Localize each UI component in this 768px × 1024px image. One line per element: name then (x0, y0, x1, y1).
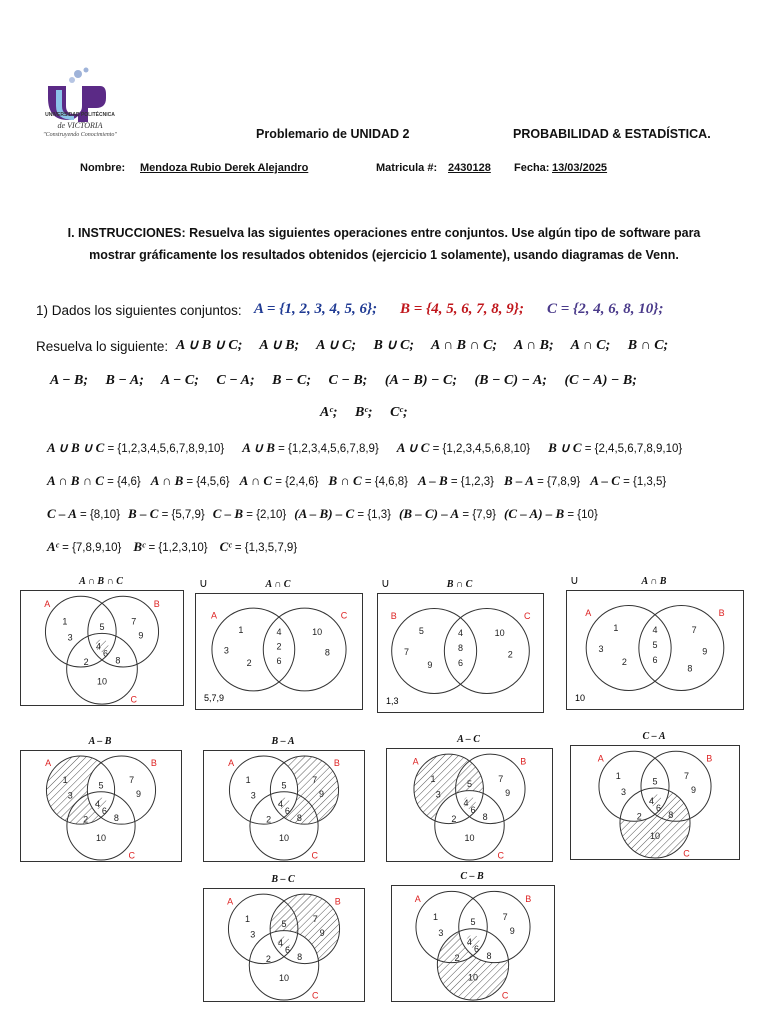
result-item (399, 506, 496, 521)
label-b: B (150, 758, 157, 769)
result-operation: C – A (47, 506, 77, 521)
operations-row-1: A ∪ B ∪ C; A ∪ B; A ∪ C; B ∪ C; A ∩ B ∩ C; A ∩ B; A ∩ C; B ∩ C; (176, 338, 669, 353)
element-7: 7 (498, 773, 504, 784)
element-7: 7 (404, 647, 410, 658)
result-operation: C – B (212, 506, 244, 521)
element-1: 1 (238, 624, 244, 635)
element-4: 4 (95, 799, 101, 810)
result-value: = {4,6,8} (361, 476, 409, 488)
element-10: 10 (649, 830, 661, 841)
element-10: 10 (467, 972, 479, 983)
venn-diagram (386, 748, 553, 862)
result-operation: A ∪ B ∪ C (47, 440, 105, 455)
result-value: = {7,9} (459, 509, 496, 521)
element-5: 5 (470, 917, 476, 928)
element-10: 10 (278, 972, 290, 983)
result-value: = {1,3,5,7,9} (231, 542, 298, 554)
result-item (219, 539, 298, 554)
label-b: B (520, 756, 527, 767)
result-operation: Bᶜ (133, 539, 146, 554)
venn-diagram (20, 750, 182, 862)
venn-diagram (570, 745, 740, 860)
venn-svg (571, 746, 739, 859)
venn-svg (204, 889, 364, 1001)
result-item (590, 473, 667, 488)
result-value: = {1,2,3,4,5,6,7,8,9} (274, 443, 379, 455)
element-4: 4 (278, 938, 284, 949)
element-10: 10 (96, 676, 108, 687)
venn-diagram (391, 885, 555, 1002)
problem-intro: 1) Dados los siguientes conjuntos: (36, 303, 242, 318)
result-value: = {4,5,6} (183, 476, 230, 488)
instructions-line1: I. INSTRUCCIONES: Resuelva las siguientes operaciones entre conjuntos. Use algún tipo de software para (67, 226, 701, 240)
union-symbol: ∪ (199, 576, 208, 590)
element-1: 1 (430, 773, 436, 784)
label-b: B (333, 758, 340, 769)
label-a: A (412, 756, 419, 767)
result-item (239, 473, 319, 488)
venn-svg (387, 749, 552, 861)
element-6: 6 (276, 655, 282, 666)
element-6: 6 (474, 943, 480, 954)
element-6: 6 (457, 657, 464, 668)
element-2: 2 (454, 952, 460, 963)
diagram-title: B – C (271, 874, 295, 885)
result-line (47, 473, 666, 489)
element-8: 8 (687, 663, 693, 674)
university-logo (34, 66, 126, 146)
result-operation: A ∩ C (239, 473, 273, 488)
label-left: A (585, 608, 592, 619)
result-value: = {2,4,6} (272, 476, 319, 488)
resuelva-label: Resuelva lo siguiente: (36, 339, 169, 354)
label-a: A (45, 758, 52, 769)
label-c: C (501, 990, 509, 1001)
fecha-value: 13/03/2025 (552, 162, 608, 174)
element-3: 3 (223, 645, 229, 656)
element-10: 10 (278, 833, 290, 844)
result-item (504, 473, 581, 488)
result-operation: B – C (128, 506, 159, 521)
element-5: 5 (99, 621, 105, 632)
venn-diagram (203, 750, 365, 862)
label-b: B (706, 753, 713, 764)
operations-row-2: A − B; B − A; A − C; C − A; B − C; C − B; (A − B) − C; (B − C) − A; (C − A) − B; (50, 373, 637, 388)
result-operation: B ∪ C (548, 440, 582, 455)
element-8: 8 (668, 809, 674, 820)
element-1: 1 (245, 775, 251, 786)
result-operation: A – C (590, 473, 620, 488)
element-5: 5 (281, 780, 287, 791)
label-right: C (523, 611, 531, 622)
element-3: 3 (250, 790, 256, 801)
element-7: 7 (131, 616, 137, 627)
element-5: 5 (98, 780, 104, 791)
element-7: 7 (312, 913, 318, 924)
element-5: 5 (418, 626, 424, 637)
outside-elements: 5,7,9 (204, 693, 225, 703)
element-7: 7 (312, 775, 318, 786)
element-6: 6 (284, 805, 290, 816)
logo-line2: de VICTORIA (57, 121, 103, 130)
logo-line1: UNIVERSIDAD POLITÉCNICA (45, 112, 115, 118)
diagram-title: A – C (457, 734, 480, 745)
result-value: = {1,2,3,10} (145, 542, 208, 554)
element-10: 10 (312, 627, 323, 638)
element-9: 9 (319, 788, 325, 799)
result-value: = {2,4,5,6,7,8,9,10} (581, 443, 683, 455)
label-c: C (311, 850, 318, 861)
diagram-title: A ∩ B ∩ C (79, 576, 123, 587)
element-7: 7 (684, 771, 690, 782)
result-operation: B ∩ C (328, 473, 362, 488)
result-operation: A ∪ B (242, 440, 275, 455)
label-b: B (334, 896, 341, 907)
label-right: C (340, 610, 348, 621)
result-operation: B – A (504, 473, 534, 488)
diagram-title: C – A (642, 731, 666, 742)
element-2: 2 (83, 657, 89, 668)
element-4: 4 (463, 798, 469, 809)
element-8: 8 (486, 951, 492, 962)
venn-svg (204, 751, 364, 861)
element-10: 10 (464, 832, 475, 843)
venn-svg (567, 591, 743, 709)
result-item (242, 440, 379, 455)
venn-svg (196, 594, 362, 709)
result-item (47, 506, 121, 521)
element-5: 5 (652, 776, 658, 787)
result-operation: A ∩ B ∩ C (47, 473, 104, 488)
element-3: 3 (598, 644, 604, 655)
element-1: 1 (433, 911, 439, 922)
element-9: 9 (319, 927, 325, 938)
result-value: = {1,2,3} (447, 476, 495, 488)
element-5: 5 (281, 919, 287, 930)
element-7: 7 (691, 625, 697, 636)
element-1: 1 (613, 623, 619, 634)
element-5: 5 (652, 640, 658, 650)
result-value: = {7,8,9} (533, 476, 581, 488)
result-item (328, 473, 409, 488)
element-4: 4 (466, 936, 472, 947)
element-2: 2 (451, 813, 457, 824)
subject-title: PROBABILIDAD & ESTADÍSTICA. (513, 127, 711, 141)
element-4: 4 (457, 628, 464, 639)
element-8: 8 (113, 812, 119, 823)
result-operation: (A – B) – C (294, 506, 355, 521)
element-4: 4 (648, 795, 655, 806)
element-4: 4 (276, 627, 282, 638)
result-item (150, 473, 230, 488)
element-1: 1 (62, 616, 68, 627)
element-3: 3 (620, 786, 626, 797)
element-6: 6 (101, 805, 107, 816)
venn-svg (392, 886, 554, 1001)
result-operation: (B – C) – A (399, 506, 460, 521)
element-5: 5 (466, 779, 473, 790)
result-value: = {1,3,5} (619, 476, 667, 488)
element-3: 3 (250, 929, 256, 940)
element-2: 2 (246, 658, 252, 669)
instructions-line2: mostrar gráficamente los resultados obtenidos (ejercicio 1 solamente), usando diagramas de Venn. (89, 248, 679, 262)
element-7: 7 (502, 911, 508, 922)
result-value: = {8,10} (76, 509, 121, 521)
result-value: = {1,3} (354, 509, 392, 521)
element-1: 1 (615, 771, 621, 782)
element-10: 10 (494, 628, 505, 639)
label-c: C (497, 850, 504, 861)
element-9: 9 (691, 785, 697, 796)
result-operation: Aᶜ (47, 539, 59, 554)
label-a: A (414, 894, 421, 905)
result-operation: (C – A) – B (504, 506, 565, 521)
label-b: B (153, 598, 160, 609)
diagram-title: A ∩ B (641, 576, 667, 587)
venn-svg (21, 591, 183, 705)
result-operation: Cᶜ (219, 539, 232, 554)
venn-diagram (20, 590, 184, 706)
element-9: 9 (702, 646, 708, 657)
label-a: A (44, 598, 51, 609)
result-item (47, 539, 122, 554)
label-right: B (718, 608, 725, 619)
element-8: 8 (115, 655, 121, 666)
result-item (418, 473, 495, 488)
element-1: 1 (245, 913, 251, 924)
element-2: 2 (266, 814, 272, 825)
result-operation: A ∪ C (396, 440, 430, 455)
result-value: = {10} (564, 509, 598, 521)
element-6: 6 (652, 654, 658, 665)
union-symbol: ∪ (381, 576, 390, 590)
result-item (212, 506, 287, 521)
result-value: = {4,6} (103, 476, 141, 488)
element-2: 2 (507, 649, 513, 660)
set-b: B = {4, 5, 6, 7, 8, 9}; (400, 301, 524, 317)
result-line (47, 440, 682, 456)
result-item (396, 440, 531, 455)
element-6: 6 (655, 802, 662, 813)
label-c: C (311, 990, 319, 1001)
operations-row-3: Aᶜ; Bᶜ; Cᶜ; (320, 405, 408, 420)
result-item (504, 506, 598, 521)
diagram-title: B – A (271, 736, 295, 747)
element-1: 1 (62, 775, 68, 786)
result-value: = {7,8,9,10} (58, 542, 122, 554)
element-2: 2 (621, 656, 627, 667)
diagram-title: A ∩ C (265, 579, 291, 590)
element-8: 8 (324, 647, 330, 658)
element-8: 8 (296, 812, 302, 823)
diagram-title: B ∩ C (446, 579, 473, 590)
circle-b (88, 596, 159, 667)
venn-diagram (566, 590, 744, 710)
result-item (133, 539, 208, 554)
result-value: = {1,2,3,4,5,6,8,10} (429, 443, 531, 455)
matricula-value: 2430128 (448, 162, 491, 174)
nombre-label: Nombre: (80, 162, 126, 174)
result-value: = {2,10} (243, 509, 287, 521)
result-item (47, 440, 225, 455)
result-operation: A ∩ B (150, 473, 184, 488)
element-9: 9 (427, 659, 433, 670)
element-8: 8 (482, 812, 488, 823)
label-left: B (390, 611, 397, 622)
element-4: 4 (652, 625, 658, 636)
document-title: Problemario de UNIDAD 2 (256, 127, 410, 141)
label-a: A (227, 896, 234, 907)
element-4: 4 (278, 799, 284, 810)
element-10: 10 (95, 833, 107, 844)
result-item (548, 440, 683, 455)
result-item (294, 506, 392, 521)
union-symbol: ∪ (570, 573, 579, 587)
element-2: 2 (83, 814, 89, 825)
element-2: 2 (265, 953, 271, 964)
venn-svg (378, 594, 543, 712)
result-value: = {1,2,3,4,5,6,7,8,9,10} (104, 443, 225, 455)
fecha-label: Fecha: (514, 162, 550, 174)
element-9: 9 (509, 926, 515, 937)
element-4: 4 (95, 641, 101, 652)
element-9: 9 (505, 787, 511, 798)
element-3: 3 (435, 789, 441, 800)
element-2: 2 (636, 811, 642, 822)
set-a: A = {1, 2, 3, 4, 5, 6}; (254, 301, 378, 317)
label-left: A (210, 610, 218, 621)
set-c: C = {2, 4, 6, 8, 10}; (547, 301, 664, 317)
nombre-value: Mendoza Rubio Derek Alejandro (140, 162, 309, 174)
result-value: = {5,7,9} (158, 509, 205, 521)
element-2: 2 (276, 641, 282, 652)
label-a: A (228, 758, 235, 769)
result-item (47, 473, 141, 488)
result-line (47, 539, 297, 555)
venn-diagram (195, 593, 363, 710)
label-a: A (597, 753, 604, 764)
logo-line3: "Construyendo Conocimiento" (43, 132, 117, 138)
label-c: C (128, 850, 135, 861)
element-3: 3 (438, 927, 444, 938)
outside-elements: 10 (575, 693, 586, 703)
venn-diagram (377, 593, 544, 713)
label-b: B (525, 894, 532, 905)
element-7: 7 (129, 775, 135, 786)
result-item (128, 506, 205, 521)
result-line (47, 506, 598, 522)
element-6: 6 (284, 945, 290, 956)
element-8: 8 (457, 643, 464, 653)
element-6: 6 (103, 648, 109, 659)
venn-diagram (203, 888, 365, 1002)
element-8: 8 (297, 952, 303, 963)
element-6: 6 (470, 805, 476, 816)
diagram-title: C – B (460, 871, 484, 882)
element-9: 9 (138, 630, 144, 641)
label-c: C (130, 694, 138, 705)
matricula-label: Matricula #: (376, 162, 438, 174)
element-3: 3 (67, 632, 73, 643)
diagram-title: A – B (88, 736, 112, 747)
venn-svg (21, 751, 181, 861)
result-operation: A – B (418, 473, 448, 488)
element-9: 9 (136, 788, 142, 799)
label-c: C (683, 848, 690, 859)
outside-elements: 1,3 (386, 696, 399, 706)
element-3: 3 (67, 790, 73, 801)
